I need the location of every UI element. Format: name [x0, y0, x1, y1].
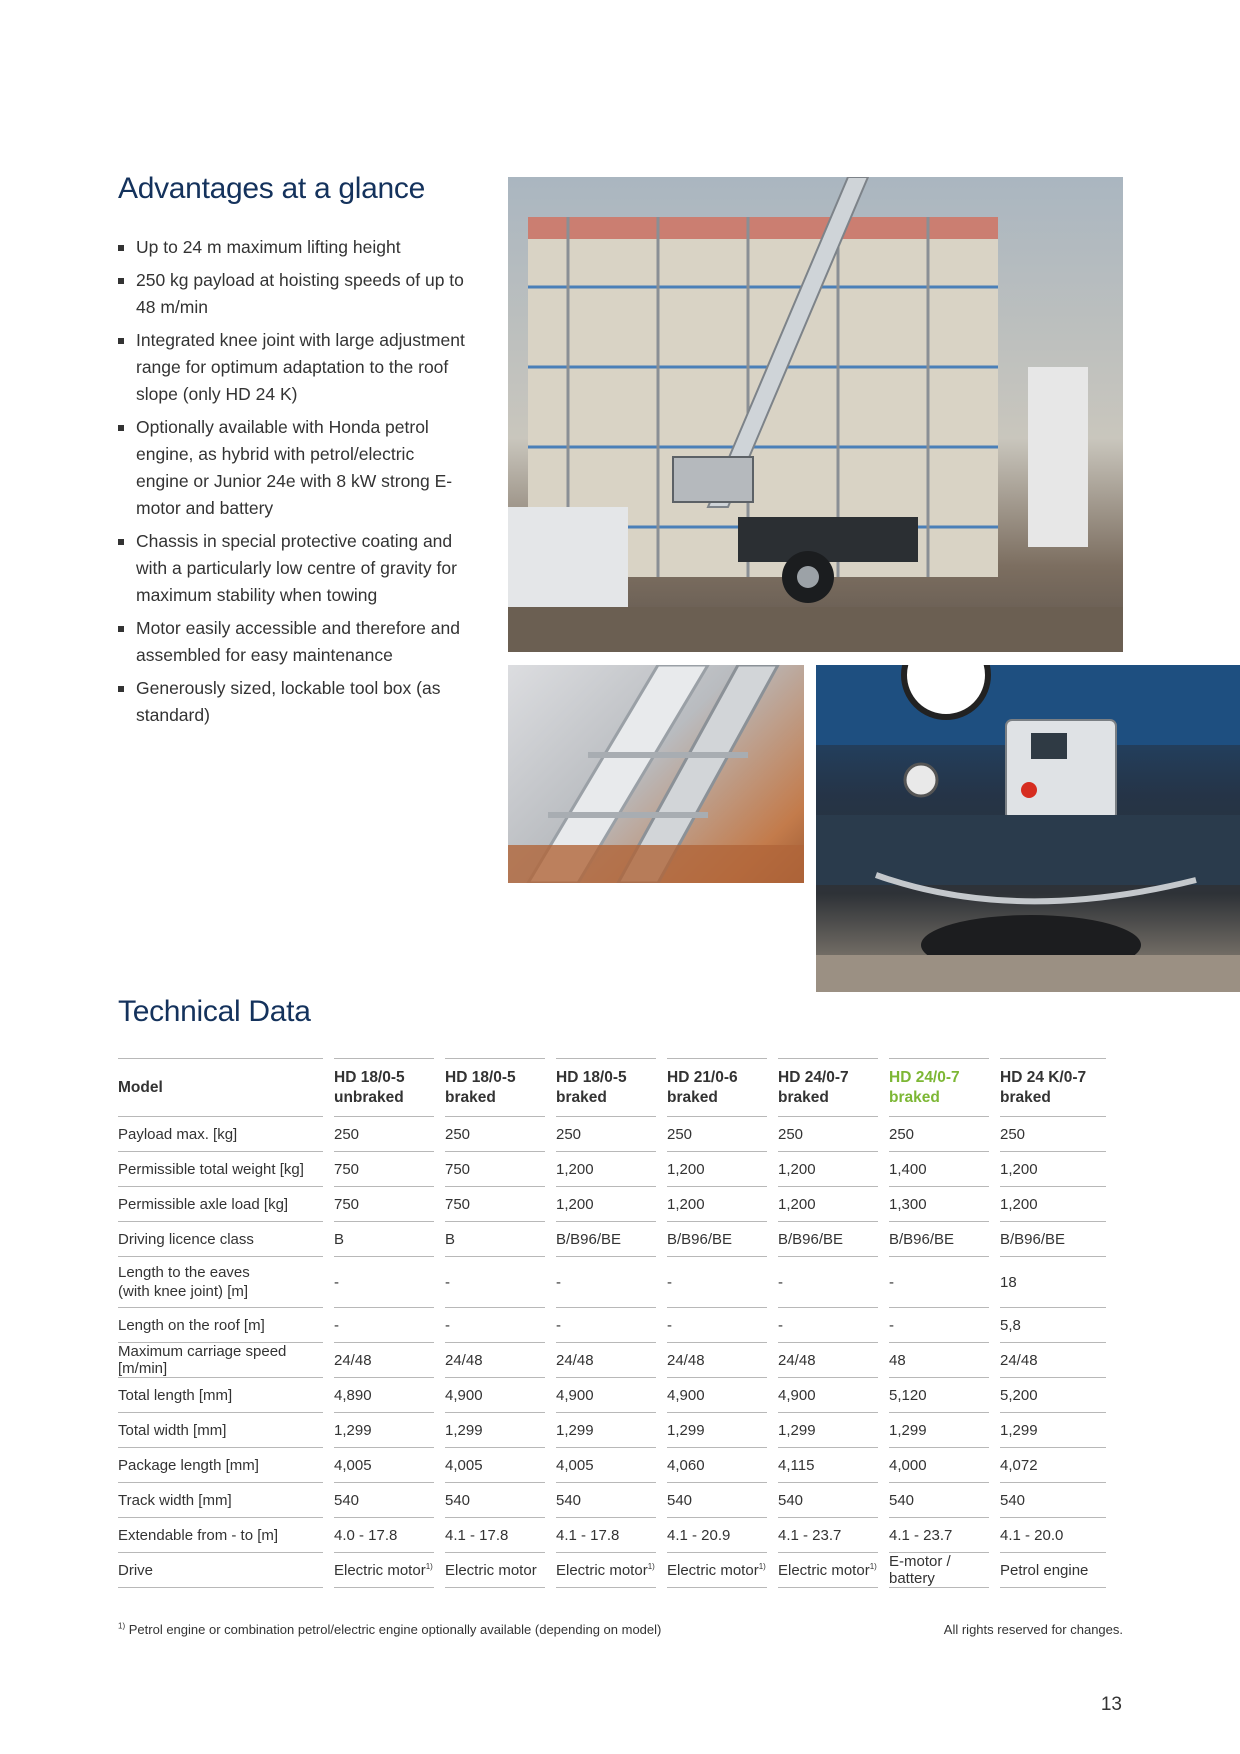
- table-cell: B/B96/BE: [778, 1222, 878, 1257]
- table-row: [118, 1152, 1106, 1187]
- table-cell: 250: [778, 1117, 878, 1152]
- advantage-item: Generously sized, lockable tool box (as standard): [118, 675, 468, 729]
- technical-data-table: [107, 1058, 1117, 1588]
- row-label: Drive: [118, 1553, 323, 1588]
- footnote-mark: 1): [647, 1561, 655, 1571]
- table-cell: 4.0 - 17.8: [334, 1518, 434, 1553]
- table-cell: E-motor / battery: [889, 1553, 989, 1588]
- table-cell: 1,299: [1000, 1413, 1106, 1448]
- table-row: [118, 1222, 1106, 1257]
- table-cell: 4,072: [1000, 1448, 1106, 1483]
- model-header-highlighted: HD 24/0-7 braked: [889, 1058, 989, 1117]
- table-row: [118, 1413, 1106, 1448]
- row-label: Permissible total weight [kg]: [118, 1152, 323, 1187]
- model-header: HD 18/0-5 braked: [556, 1058, 656, 1117]
- table-cell: 24/48: [445, 1343, 545, 1378]
- rights-notice: All rights reserved for changes.: [943, 1622, 1123, 1637]
- table-cell: 750: [445, 1152, 545, 1187]
- table-cell: 4.1 - 20.9: [667, 1518, 767, 1553]
- advantage-item: Chassis in special protective coating and with a particularly low centre of gravity for maximum stability when towing: [118, 528, 468, 609]
- row-label: Total length [mm]: [118, 1378, 323, 1413]
- table-cell: 24/48: [334, 1343, 434, 1378]
- table-cell: 4,005: [556, 1448, 656, 1483]
- table-cell: 540: [556, 1483, 656, 1518]
- table-cell: -: [445, 1308, 545, 1343]
- table-cell: -: [556, 1308, 656, 1343]
- row-label: Package length [mm]: [118, 1448, 323, 1483]
- row-label: Total width [mm]: [118, 1413, 323, 1448]
- table-cell: 4,900: [556, 1378, 656, 1413]
- table-cell: Electric motor$^{1)}$: [778, 1553, 878, 1588]
- table-cell: 250: [556, 1117, 656, 1152]
- advantages-heading: Advantages at a glance: [118, 172, 425, 205]
- table-cell: 750: [445, 1187, 545, 1222]
- model-header: HD 21/0-6 braked: [667, 1058, 767, 1117]
- row-label: Extendable from - to [m]: [118, 1518, 323, 1553]
- table-cell: 540: [445, 1483, 545, 1518]
- control-panel-photo: [816, 665, 1240, 992]
- table-cell: B/B96/BE: [1000, 1222, 1106, 1257]
- table-cell: 540: [778, 1483, 878, 1518]
- table-cell: Petrol engine: [1000, 1553, 1106, 1588]
- table-cell: 1,200: [1000, 1152, 1106, 1187]
- model-label: Model: [118, 1058, 323, 1117]
- table-cell: -: [334, 1308, 434, 1343]
- table-cell: Electric motor: [445, 1553, 545, 1588]
- model-header: HD 18/0-5 unbraked: [334, 1058, 434, 1117]
- table-cell: 4.1 - 17.8: [445, 1518, 545, 1553]
- table-cell: 1,299: [334, 1413, 434, 1448]
- table-cell: 18: [1000, 1257, 1106, 1308]
- table-cell: 48: [889, 1343, 989, 1378]
- table-cell: 4,890: [334, 1378, 434, 1413]
- footnote-mark: 1): [118, 1621, 126, 1631]
- table-cell: B/B96/BE: [889, 1222, 989, 1257]
- table-cell: 1,200: [1000, 1187, 1106, 1222]
- table-cell: 5,8: [1000, 1308, 1106, 1343]
- footnote-mark: 1): [869, 1561, 877, 1571]
- row-label: Track width [mm]: [118, 1483, 323, 1518]
- table-cell: 540: [1000, 1483, 1106, 1518]
- table-cell: 1,200: [778, 1152, 878, 1187]
- model-header: HD 24/0-7 braked: [778, 1058, 878, 1117]
- table-row: [118, 1117, 1106, 1152]
- table-cell: 750: [334, 1152, 434, 1187]
- row-label: Driving licence class: [118, 1222, 323, 1257]
- row-label: Length on the roof [m]: [118, 1308, 323, 1343]
- table-cell: 4,000: [889, 1448, 989, 1483]
- table-row: [118, 1553, 1106, 1588]
- table-cell: -: [667, 1308, 767, 1343]
- technical-data-heading: Technical Data: [118, 995, 311, 1028]
- table-row: [118, 1483, 1106, 1518]
- table-cell: -: [889, 1308, 989, 1343]
- advantage-item: 250 kg payload at hoisting speeds of up to 48 m/min: [118, 267, 468, 321]
- table-cell: 1,400: [889, 1152, 989, 1187]
- table-cell: Electric motor$^{1)}$: [334, 1553, 434, 1588]
- table-cell: 1,299: [556, 1413, 656, 1448]
- table-cell: 1,200: [667, 1152, 767, 1187]
- table-row: [118, 1343, 1106, 1378]
- table-cell: -: [334, 1257, 434, 1308]
- table-cell: Electric motor$^{1)}$: [667, 1553, 767, 1588]
- footnote: $^{1)}$ Petrol engine or combination petrol/electric engine optionally available (depending on model): [118, 1621, 662, 1637]
- table-cell: 4,005: [445, 1448, 545, 1483]
- table-cell: 4.1 - 23.7: [889, 1518, 989, 1553]
- table-cell: 4.1 - 23.7: [778, 1518, 878, 1553]
- table-cell: Electric motor$^{1)}$: [556, 1553, 656, 1588]
- advantage-item: Up to 24 m maximum lifting height: [118, 234, 468, 261]
- table-row: [118, 1257, 1106, 1308]
- table-cell: 4,060: [667, 1448, 767, 1483]
- table-cell: 4.1 - 17.8: [556, 1518, 656, 1553]
- table-row: [118, 1308, 1106, 1343]
- table-cell: 540: [334, 1483, 434, 1518]
- row-label: Payload max. [kg]: [118, 1117, 323, 1152]
- table-cell: B: [334, 1222, 434, 1257]
- table-row: [118, 1378, 1106, 1413]
- footnote-mark: 1): [425, 1561, 433, 1571]
- row-label: Length to the eaves (with knee joint) [m]: [118, 1257, 323, 1308]
- table-cell: B: [445, 1222, 545, 1257]
- table-cell: 250: [1000, 1117, 1106, 1152]
- table-cell: 4.1 - 20.0: [1000, 1518, 1106, 1553]
- row-label: Maximum carriage speed [m/min]: [118, 1343, 323, 1378]
- table-cell: -: [778, 1308, 878, 1343]
- table-cell: -: [445, 1257, 545, 1308]
- table-cell: 4,900: [445, 1378, 545, 1413]
- table-cell: 1,299: [889, 1413, 989, 1448]
- table-cell: 1,200: [667, 1187, 767, 1222]
- advantages-list: [118, 234, 468, 735]
- table-cell: 4,900: [667, 1378, 767, 1413]
- table-cell: 5,200: [1000, 1378, 1106, 1413]
- table-cell: 24/48: [667, 1343, 767, 1378]
- table-cell: B/B96/BE: [667, 1222, 767, 1257]
- table-cell: 1,299: [445, 1413, 545, 1448]
- table-cell: 1,300: [889, 1187, 989, 1222]
- table-cell: -: [778, 1257, 878, 1308]
- table-cell: -: [889, 1257, 989, 1308]
- table-cell: 250: [334, 1117, 434, 1152]
- table-cell: 24/48: [1000, 1343, 1106, 1378]
- table-cell: 1,299: [667, 1413, 767, 1448]
- table-row: [118, 1518, 1106, 1553]
- table-row: [118, 1187, 1106, 1222]
- table-cell: 24/48: [778, 1343, 878, 1378]
- table-cell: 1,200: [778, 1187, 878, 1222]
- table-cell: 250: [667, 1117, 767, 1152]
- model-header: HD 24 K/0-7 braked: [1000, 1058, 1106, 1117]
- advantage-item: Integrated knee joint with large adjustment range for optimum adaptation to the roof slope (only HD 24 K): [118, 327, 468, 408]
- table-cell: 540: [667, 1483, 767, 1518]
- table-cell: 4,005: [334, 1448, 434, 1483]
- table-cell: 24/48: [556, 1343, 656, 1378]
- table-cell: 4,115: [778, 1448, 878, 1483]
- table-cell: 5,120: [889, 1378, 989, 1413]
- table-row: [118, 1448, 1106, 1483]
- model-header: HD 18/0-5 braked: [445, 1058, 545, 1117]
- row-label: Permissible axle load [kg]: [118, 1187, 323, 1222]
- table-cell: 250: [445, 1117, 545, 1152]
- ladder-roof-photo: [508, 665, 804, 883]
- table-cell: 1,299: [778, 1413, 878, 1448]
- table-cell: 750: [334, 1187, 434, 1222]
- footnote-mark: 1): [758, 1561, 766, 1571]
- hoist-building-photo: [508, 177, 1123, 652]
- table-cell: 4,900: [778, 1378, 878, 1413]
- table-cell: -: [556, 1257, 656, 1308]
- table-cell: 1,200: [556, 1152, 656, 1187]
- advantage-item: Motor easily accessible and therefore and assembled for easy maintenance: [118, 615, 468, 669]
- table-cell: 1,200: [556, 1187, 656, 1222]
- page-number: 13: [1100, 1694, 1122, 1715]
- table-cell: -: [667, 1257, 767, 1308]
- table-cell: 540: [889, 1483, 989, 1518]
- advantage-item: Optionally available with Honda petrol engine, as hybrid with petrol/electric engine or Junior 24e with 8 kW strong E-motor and battery: [118, 414, 468, 522]
- table-cell: B/B96/BE: [556, 1222, 656, 1257]
- table-header-row: [118, 1058, 1106, 1117]
- table-cell: 250: [889, 1117, 989, 1152]
